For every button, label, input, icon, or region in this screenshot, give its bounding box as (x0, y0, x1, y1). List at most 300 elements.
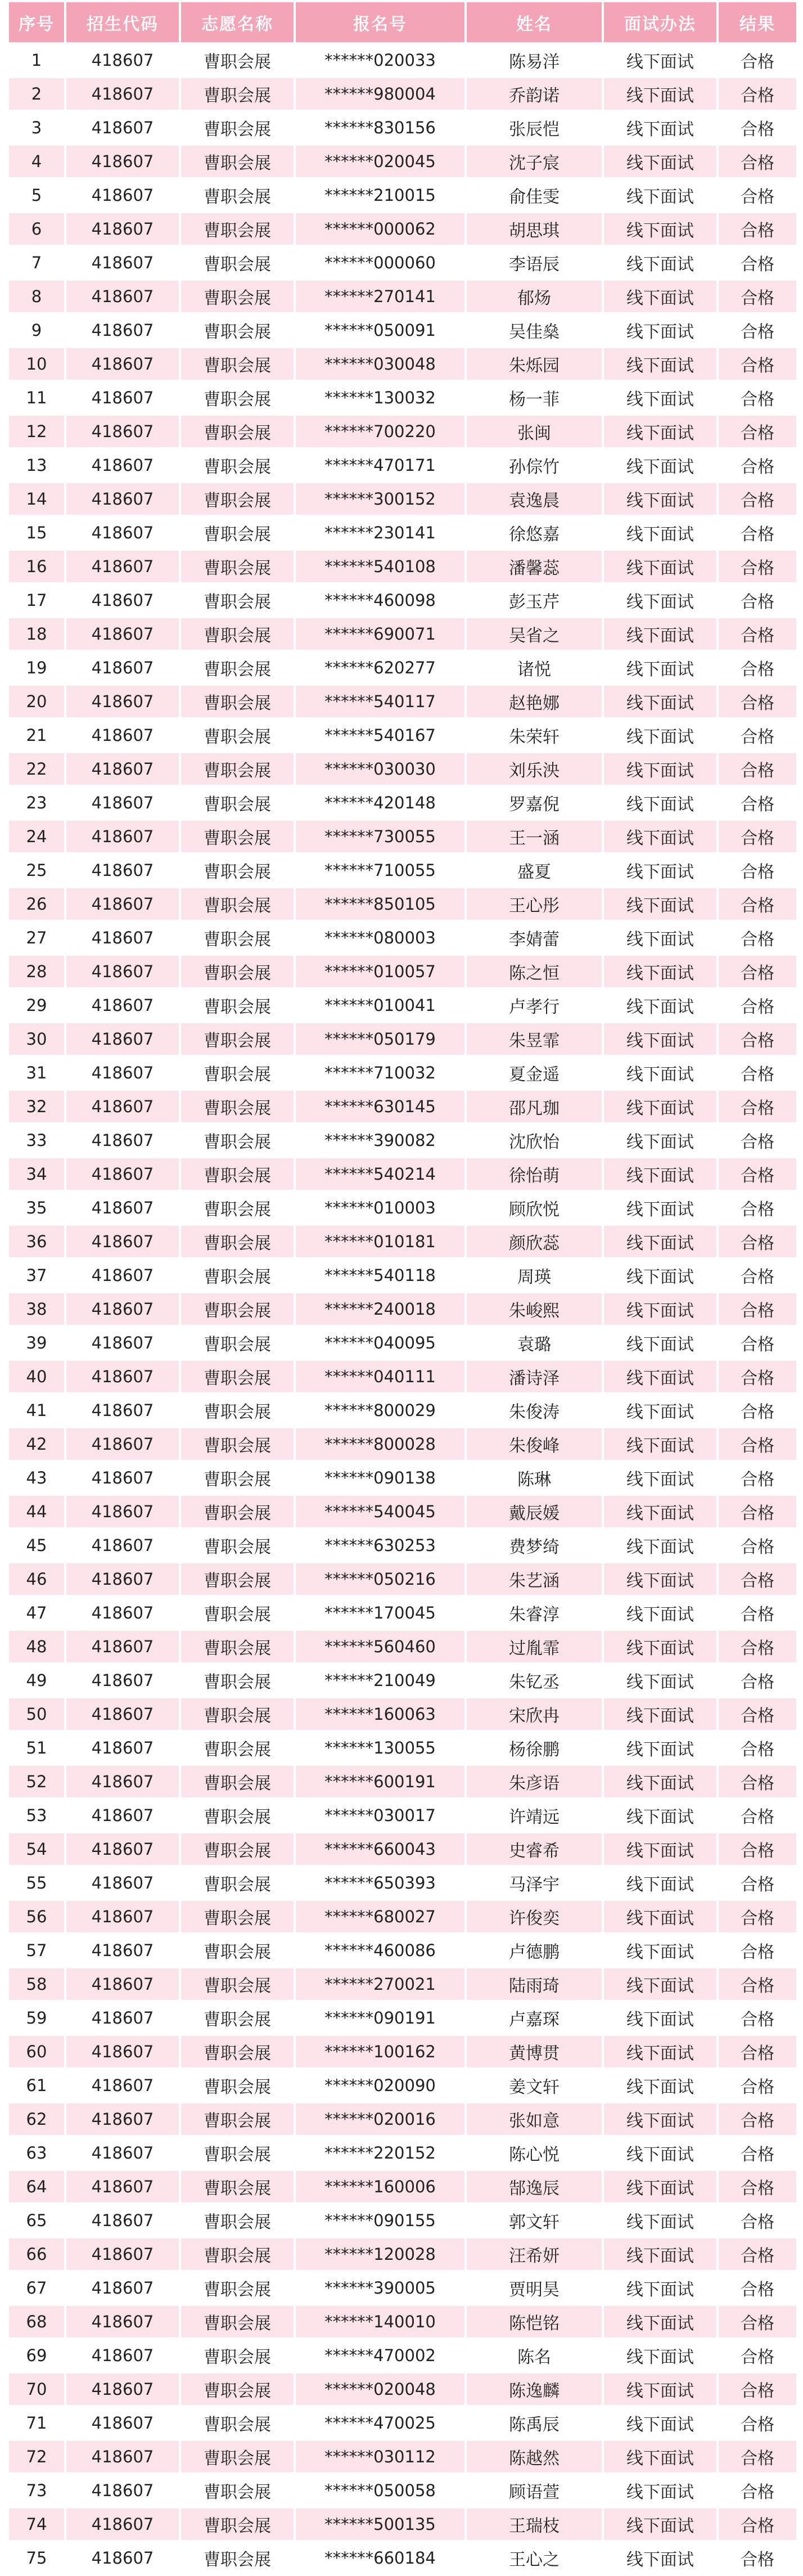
cell-interview-method: 线下面试 (604, 1631, 716, 1662)
cell-seq: 25 (9, 855, 64, 886)
cell-interview-method: 线下面试 (604, 2272, 716, 2304)
table-row (9, 2002, 796, 2034)
cell-enroll-code: 418607 (66, 2070, 179, 2101)
cell-enroll-code: 418607 (66, 348, 179, 380)
cell-seq: 69 (9, 2340, 64, 2371)
cell-name: 王心之 (467, 2542, 602, 2574)
cell-result: 合格 (719, 1428, 796, 1460)
cell-interview-method: 线下面试 (604, 990, 716, 1021)
cell-seq: 74 (9, 2508, 64, 2540)
table-row (9, 1125, 796, 1156)
cell-interview-method: 线下面试 (604, 1327, 716, 1359)
table-row (9, 2272, 796, 2304)
table-row (9, 348, 796, 380)
cell-result: 合格 (719, 1732, 796, 1764)
table-row (9, 1327, 796, 1359)
cell-seq: 40 (9, 1361, 64, 1392)
cell-seq: 45 (9, 1530, 64, 1561)
cell-choice-name: 曹职会展 (181, 2508, 294, 2540)
table-row (9, 1968, 796, 2000)
cell-interview-method: 线下面试 (604, 1698, 716, 1730)
cell-choice-name: 曹职会展 (181, 720, 294, 751)
table-row (9, 2103, 796, 2135)
cell-name: 郜逸辰 (467, 2171, 602, 2202)
table-row (9, 1091, 796, 1122)
cell-enroll-code: 418607 (66, 1698, 179, 1730)
cell-result: 合格 (719, 2036, 796, 2067)
cell-registration-no: ******090155 (296, 2205, 464, 2236)
cell-choice-name: 曹职会展 (181, 1158, 294, 1190)
cell-choice-name: 曹职会展 (181, 1833, 294, 1865)
table-row (9, 1800, 796, 1831)
cell-name: 邵凡珈 (467, 1091, 602, 1122)
table-row (9, 1935, 796, 1966)
cell-choice-name: 曹职会展 (181, 1665, 294, 1696)
cell-enroll-code: 418607 (66, 1125, 179, 1156)
cell-registration-no: ******160063 (296, 1698, 464, 1730)
cell-registration-no: ******100162 (296, 2036, 464, 2067)
cell-name: 马泽宇 (467, 1867, 602, 1899)
table-row (9, 247, 796, 278)
cell-name: 徐悠嘉 (467, 517, 602, 549)
cell-registration-no: ******030017 (296, 1800, 464, 1831)
cell-result: 合格 (719, 2475, 796, 2506)
cell-choice-name: 曹职会展 (181, 551, 294, 582)
cell-result: 合格 (719, 956, 796, 987)
cell-enroll-code: 418607 (66, 1327, 179, 1359)
cell-enroll-code: 418607 (66, 1766, 179, 1797)
cell-enroll-code: 418607 (66, 2002, 179, 2034)
cell-registration-no: ******010057 (296, 956, 464, 987)
cell-name: 戴辰媛 (467, 1496, 602, 1527)
cell-interview-method: 线下面试 (604, 314, 716, 346)
cell-choice-name: 曹职会展 (181, 1192, 294, 1224)
cell-name: 陈逸麟 (467, 2373, 602, 2405)
cell-result: 合格 (719, 1260, 796, 1291)
cell-enroll-code: 418607 (66, 2508, 179, 2540)
cell-registration-no: ******000060 (296, 247, 464, 278)
cell-seq: 44 (9, 1496, 64, 1527)
cell-seq: 75 (9, 2542, 64, 2574)
cell-name: 陈越然 (467, 2441, 602, 2472)
cell-interview-method: 线下面试 (604, 720, 716, 751)
cell-registration-no: ******830156 (296, 112, 464, 143)
table-body (9, 44, 796, 2574)
cell-seq: 17 (9, 585, 64, 616)
cell-interview-method: 线下面试 (604, 1462, 716, 1494)
cell-name: 杨徐鹏 (467, 1732, 602, 1764)
cell-result: 合格 (719, 821, 796, 852)
cell-name: 罗嘉倪 (467, 787, 602, 819)
table-row (9, 1192, 796, 1224)
cell-result: 合格 (719, 753, 796, 785)
cell-enroll-code: 418607 (66, 855, 179, 886)
header-seq: 序号 (9, 2, 64, 42)
table-row (9, 1833, 796, 1865)
table-row (9, 1867, 796, 1899)
cell-choice-name: 曹职会展 (181, 888, 294, 920)
cell-registration-no: ******050091 (296, 314, 464, 346)
table-row (9, 753, 796, 785)
cell-seq: 19 (9, 652, 64, 684)
table-row (9, 1462, 796, 1494)
cell-choice-name: 曹职会展 (181, 2103, 294, 2135)
cell-name: 费梦绮 (467, 1530, 602, 1561)
table-row (9, 2508, 796, 2540)
cell-enroll-code: 418607 (66, 1023, 179, 1055)
cell-interview-method: 线下面试 (604, 585, 716, 616)
cell-interview-method: 线下面试 (604, 2171, 716, 2202)
cell-seq: 32 (9, 1091, 64, 1122)
cell-interview-method: 线下面试 (604, 1023, 716, 1055)
cell-choice-name: 曹职会展 (181, 1496, 294, 1527)
cell-enroll-code: 418607 (66, 720, 179, 751)
cell-registration-no: ******630145 (296, 1091, 464, 1122)
cell-name: 盛夏 (467, 855, 602, 886)
cell-name: 张辰恺 (467, 112, 602, 143)
cell-result: 合格 (719, 517, 796, 549)
cell-interview-method: 线下面试 (604, 1766, 716, 1797)
header-interview-method: 面试办法 (604, 2, 716, 42)
cell-interview-method: 线下面试 (604, 1732, 716, 1764)
cell-registration-no: ******030030 (296, 753, 464, 785)
cell-result: 合格 (719, 78, 796, 110)
cell-interview-method: 线下面试 (604, 382, 716, 413)
cell-seq: 10 (9, 348, 64, 380)
cell-registration-no: ******620277 (296, 652, 464, 684)
cell-enroll-code: 418607 (66, 1462, 179, 1494)
cell-result: 合格 (719, 2137, 796, 2169)
cell-registration-no: ******660184 (296, 2542, 464, 2574)
cell-choice-name: 曹职会展 (181, 1395, 294, 1426)
cell-seq: 36 (9, 1226, 64, 1257)
table-row (9, 2407, 796, 2439)
cell-interview-method: 线下面试 (604, 821, 716, 852)
cell-registration-no: ******850105 (296, 888, 464, 920)
cell-interview-method: 线下面试 (604, 652, 716, 684)
cell-seq: 68 (9, 2306, 64, 2337)
cell-registration-no: ******090191 (296, 2002, 464, 2034)
cell-choice-name: 曹职会展 (181, 1125, 294, 1156)
cell-enroll-code: 418607 (66, 2171, 179, 2202)
cell-enroll-code: 418607 (66, 78, 179, 110)
cell-interview-method: 线下面试 (604, 888, 716, 920)
cell-registration-no: ******420148 (296, 787, 464, 819)
cell-registration-no: ******050216 (296, 1563, 464, 1595)
cell-seq: 54 (9, 1833, 64, 1865)
cell-enroll-code: 418607 (66, 2272, 179, 2304)
cell-seq: 67 (9, 2272, 64, 2304)
cell-interview-method: 线下面试 (604, 247, 716, 278)
cell-choice-name: 曹职会展 (181, 2171, 294, 2202)
cell-enroll-code: 418607 (66, 1428, 179, 1460)
cell-seq: 37 (9, 1260, 64, 1291)
cell-registration-no: ******540118 (296, 1260, 464, 1291)
cell-result: 合格 (719, 922, 796, 954)
cell-choice-name: 曹职会展 (181, 2441, 294, 2472)
cell-enroll-code: 418607 (66, 686, 179, 717)
cell-name: 张闽 (467, 416, 602, 447)
cell-registration-no: ******710032 (296, 1057, 464, 1089)
cell-result: 合格 (719, 2441, 796, 2472)
table-row (9, 483, 796, 515)
cell-enroll-code: 418607 (66, 281, 179, 312)
cell-interview-method: 线下面试 (604, 2137, 716, 2169)
cell-enroll-code: 418607 (66, 1496, 179, 1527)
cell-seq: 28 (9, 956, 64, 987)
cell-name: 陆雨琦 (467, 1968, 602, 2000)
cell-name: 汪希妍 (467, 2238, 602, 2270)
header-row (9, 2, 796, 42)
table-row (9, 2340, 796, 2371)
cell-name: 周瑛 (467, 1260, 602, 1291)
cell-registration-no: ******650393 (296, 1867, 464, 1899)
cell-seq: 58 (9, 1968, 64, 2000)
cell-choice-name: 曹职会展 (181, 2407, 294, 2439)
cell-interview-method: 线下面试 (604, 348, 716, 380)
cell-registration-no: ******540117 (296, 686, 464, 717)
cell-enroll-code: 418607 (66, 551, 179, 582)
cell-enroll-code: 418607 (66, 382, 179, 413)
cell-choice-name: 曹职会展 (181, 753, 294, 785)
table-row (9, 1597, 796, 1629)
cell-enroll-code: 418607 (66, 247, 179, 278)
cell-enroll-code: 418607 (66, 2306, 179, 2337)
cell-interview-method: 线下面试 (604, 2036, 716, 2067)
cell-seq: 52 (9, 1766, 64, 1797)
table-row (9, 2205, 796, 2236)
cell-interview-method: 线下面试 (604, 2373, 716, 2405)
cell-result: 合格 (719, 1462, 796, 1494)
cell-name: 陈易洋 (467, 44, 602, 76)
cell-name: 潘诗泽 (467, 1361, 602, 1392)
cell-registration-no: ******170045 (296, 1597, 464, 1629)
cell-result: 合格 (719, 585, 796, 616)
cell-name: 朱烁园 (467, 348, 602, 380)
cell-enroll-code: 418607 (66, 1732, 179, 1764)
cell-name: 王一涵 (467, 821, 602, 852)
cell-seq: 20 (9, 686, 64, 717)
cell-enroll-code: 418607 (66, 1968, 179, 2000)
cell-result: 合格 (719, 1800, 796, 1831)
cell-choice-name: 曹职会展 (181, 2340, 294, 2371)
cell-enroll-code: 418607 (66, 618, 179, 650)
cell-registration-no: ******700220 (296, 416, 464, 447)
cell-registration-no: ******130055 (296, 1732, 464, 1764)
cell-name: 乔韵诺 (467, 78, 602, 110)
cell-name: 杨一菲 (467, 382, 602, 413)
cell-result: 合格 (719, 2340, 796, 2371)
cell-result: 合格 (719, 1057, 796, 1089)
cell-choice-name: 曹职会展 (181, 382, 294, 413)
table-row (9, 1293, 796, 1325)
cell-choice-name: 曹职会展 (181, 1698, 294, 1730)
cell-registration-no: ******120028 (296, 2238, 464, 2270)
cell-name: 潘馨蕊 (467, 551, 602, 582)
cell-name: 彭玉芹 (467, 585, 602, 616)
cell-choice-name: 曹职会展 (181, 449, 294, 481)
cell-name: 诸悦 (467, 652, 602, 684)
cell-result: 合格 (719, 1631, 796, 1662)
cell-enroll-code: 418607 (66, 1935, 179, 1966)
cell-enroll-code: 418607 (66, 483, 179, 515)
cell-result: 合格 (719, 281, 796, 312)
cell-registration-no: ******160006 (296, 2171, 464, 2202)
cell-interview-method: 线下面试 (604, 416, 716, 447)
cell-registration-no: ******540214 (296, 1158, 464, 1190)
cell-name: 陈之恒 (467, 956, 602, 987)
cell-choice-name: 曹职会展 (181, 2373, 294, 2405)
cell-registration-no: ******730055 (296, 821, 464, 852)
cell-seq: 23 (9, 787, 64, 819)
cell-name: 朱艺涵 (467, 1563, 602, 1595)
cell-name: 刘乐泱 (467, 753, 602, 785)
cell-interview-method: 线下面试 (604, 1935, 716, 1966)
header-registration-no: 报名号 (296, 2, 464, 42)
cell-interview-method: 线下面试 (604, 2441, 716, 2472)
cell-seq: 8 (9, 281, 64, 312)
cell-result: 合格 (719, 179, 796, 211)
cell-enroll-code: 418607 (66, 2542, 179, 2574)
table-row (9, 1665, 796, 1696)
cell-interview-method: 线下面试 (604, 1968, 716, 2000)
cell-name: 李婧蕾 (467, 922, 602, 954)
cell-result: 合格 (719, 2171, 796, 2202)
cell-choice-name: 曹职会展 (181, 2272, 294, 2304)
cell-interview-method: 线下面试 (604, 213, 716, 245)
cell-enroll-code: 418607 (66, 213, 179, 245)
cell-result: 合格 (719, 44, 796, 76)
cell-registration-no: ******470002 (296, 2340, 464, 2371)
cell-choice-name: 曹职会展 (181, 1867, 294, 1899)
cell-interview-method: 线下面试 (604, 517, 716, 549)
cell-seq: 62 (9, 2103, 64, 2135)
cell-interview-method: 线下面试 (604, 922, 716, 954)
table-row (9, 78, 796, 110)
cell-name: 夏金遥 (467, 1057, 602, 1089)
cell-choice-name: 曹职会展 (181, 247, 294, 278)
cell-interview-method: 线下面试 (604, 44, 716, 76)
table-row (9, 2542, 796, 2574)
cell-result: 合格 (719, 1395, 796, 1426)
cell-registration-no: ******090138 (296, 1462, 464, 1494)
cell-enroll-code: 418607 (66, 112, 179, 143)
cell-choice-name: 曹职会展 (181, 44, 294, 76)
table-row (9, 2070, 796, 2101)
cell-choice-name: 曹职会展 (181, 821, 294, 852)
cell-seq: 30 (9, 1023, 64, 1055)
cell-seq: 26 (9, 888, 64, 920)
cell-enroll-code: 418607 (66, 2340, 179, 2371)
cell-interview-method: 线下面试 (604, 1091, 716, 1122)
cell-registration-no: ******470025 (296, 2407, 464, 2439)
cell-seq: 56 (9, 1901, 64, 1932)
cell-choice-name: 曹职会展 (181, 1057, 294, 1089)
cell-seq: 12 (9, 416, 64, 447)
cell-choice-name: 曹职会展 (181, 1091, 294, 1122)
cell-result: 合格 (719, 1597, 796, 1629)
cell-seq: 7 (9, 247, 64, 278)
cell-registration-no: ******540167 (296, 720, 464, 751)
cell-seq: 43 (9, 1462, 64, 1494)
interview-results-table (7, 0, 799, 2576)
cell-name: 朱钇丞 (467, 1665, 602, 1696)
table-row (9, 2036, 796, 2067)
cell-result: 合格 (719, 2002, 796, 2034)
cell-choice-name: 曹职会展 (181, 1800, 294, 1831)
cell-choice-name: 曹职会展 (181, 1327, 294, 1359)
cell-choice-name: 曹职会展 (181, 1732, 294, 1764)
cell-name: 许俊奕 (467, 1901, 602, 1932)
table-row (9, 1023, 796, 1055)
cell-choice-name: 曹职会展 (181, 1597, 294, 1629)
cell-result: 合格 (719, 314, 796, 346)
cell-seq: 73 (9, 2475, 64, 2506)
cell-name: 孙倧竹 (467, 449, 602, 481)
cell-name: 朱睿淳 (467, 1597, 602, 1629)
cell-name: 许靖远 (467, 1800, 602, 1831)
cell-seq: 64 (9, 2171, 64, 2202)
cell-result: 合格 (719, 2373, 796, 2405)
cell-name: 朱昱霏 (467, 1023, 602, 1055)
cell-enroll-code: 418607 (66, 652, 179, 684)
cell-registration-no: ******660043 (296, 1833, 464, 1865)
cell-enroll-code: 418607 (66, 2205, 179, 2236)
cell-enroll-code: 418607 (66, 2137, 179, 2169)
cell-enroll-code: 418607 (66, 179, 179, 211)
cell-interview-method: 线下面试 (604, 1125, 716, 1156)
cell-registration-no: ******210049 (296, 1665, 464, 1696)
cell-interview-method: 线下面试 (604, 1428, 716, 1460)
cell-result: 合格 (719, 1226, 796, 1257)
table-row (9, 213, 796, 245)
cell-result: 合格 (719, 1530, 796, 1561)
cell-name: 顾欣悦 (467, 1192, 602, 1224)
cell-seq: 57 (9, 1935, 64, 1966)
cell-seq: 31 (9, 1057, 64, 1089)
cell-enroll-code: 418607 (66, 956, 179, 987)
cell-seq: 63 (9, 2137, 64, 2169)
cell-interview-method: 线下面试 (604, 1057, 716, 1089)
cell-interview-method: 线下面试 (604, 2238, 716, 2270)
cell-registration-no: ******040095 (296, 1327, 464, 1359)
cell-seq: 38 (9, 1293, 64, 1325)
cell-seq: 39 (9, 1327, 64, 1359)
cell-registration-no: ******000062 (296, 213, 464, 245)
cell-seq: 29 (9, 990, 64, 1021)
cell-result: 合格 (719, 348, 796, 380)
cell-choice-name: 曹职会展 (181, 483, 294, 515)
cell-result: 合格 (719, 1327, 796, 1359)
table-row (9, 1395, 796, 1426)
cell-name: 朱峻熙 (467, 1293, 602, 1325)
cell-name: 朱俊峰 (467, 1428, 602, 1460)
cell-interview-method: 线下面试 (604, 1867, 716, 1899)
cell-interview-method: 线下面试 (604, 2306, 716, 2337)
cell-name: 陈名 (467, 2340, 602, 2371)
cell-choice-name: 曹职会展 (181, 1023, 294, 1055)
cell-enroll-code: 418607 (66, 585, 179, 616)
cell-interview-method: 线下面试 (604, 2002, 716, 2034)
cell-seq: 50 (9, 1698, 64, 1730)
table-row (9, 618, 796, 650)
header-enroll-code: 招生代码 (66, 2, 179, 42)
cell-registration-no: ******560460 (296, 1631, 464, 1662)
cell-name: 朱彦语 (467, 1766, 602, 1797)
cell-result: 合格 (719, 2103, 796, 2135)
cell-registration-no: ******240018 (296, 1293, 464, 1325)
table-row (9, 1563, 796, 1595)
